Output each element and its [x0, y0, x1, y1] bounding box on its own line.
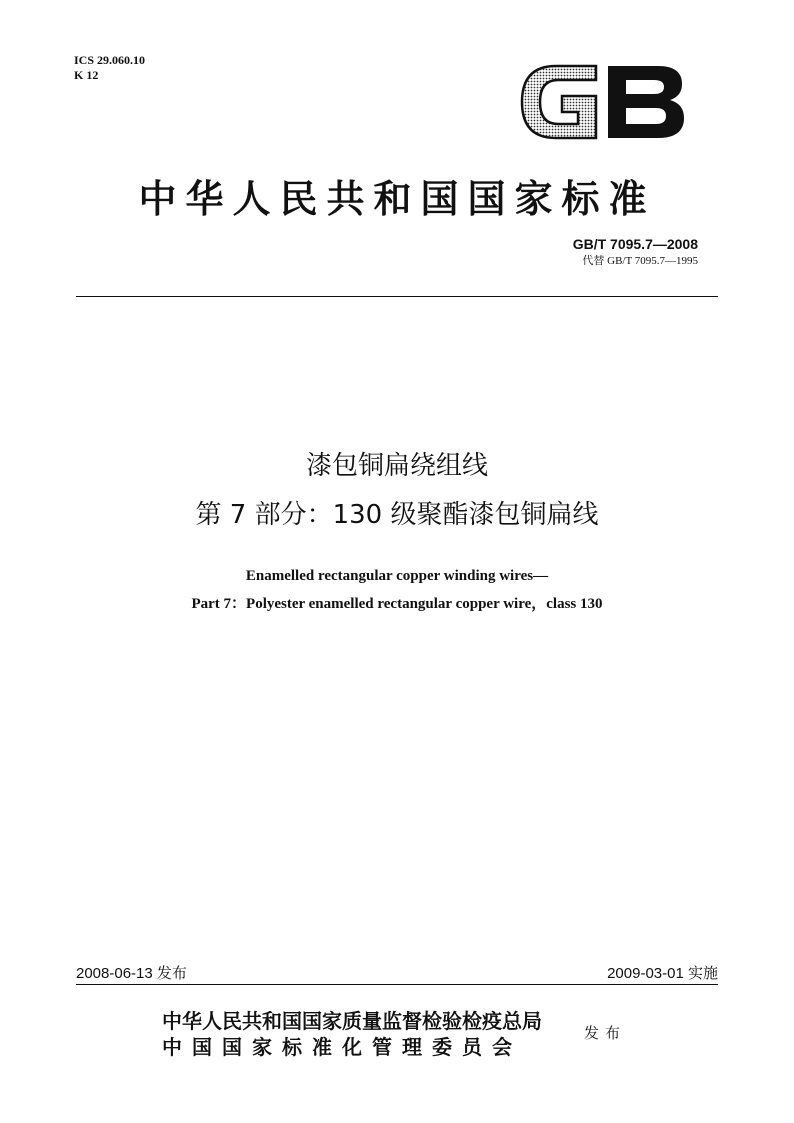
issuer-sac: 中国国家标准化管理委员会: [162, 1035, 522, 1059]
header-divider: [76, 296, 718, 297]
title-cn-line1: 漆包铜扁绕组线: [305, 451, 488, 481]
title-en-line1: Enamelled rectangular copper winding wires—: [245, 568, 549, 584]
title-en-line2: Part 7：Polyester enamelled rectangular copper wire，class 130: [191, 596, 603, 612]
ccs-code: K 12: [74, 68, 99, 82]
classification-codes: [74, 53, 145, 83]
ics-code: ICS 29.060.10: [74, 53, 146, 67]
national-standard-title: 中华人民共和国国家标准: [138, 176, 656, 221]
replaced-standard: 代替 GB/T 7095.7—1995: [582, 255, 698, 267]
gb-logo: [518, 62, 688, 142]
issue-date: 2008-06-13 发布: [76, 965, 187, 982]
publish-label: 发布: [584, 1024, 627, 1042]
title-cn-line2: 第 7 部分：130 级聚酯漆包铜扁线: [195, 500, 599, 530]
issuer-aqsiq: 中华人民共和国国家质量监督检验检疫总局: [162, 1009, 542, 1033]
implement-date: 2009-03-01 实施: [607, 965, 718, 982]
standard-number: GB/T 7095.7—2008: [572, 236, 698, 252]
standard-number-block: [573, 236, 698, 270]
footer-divider: [76, 984, 718, 985]
